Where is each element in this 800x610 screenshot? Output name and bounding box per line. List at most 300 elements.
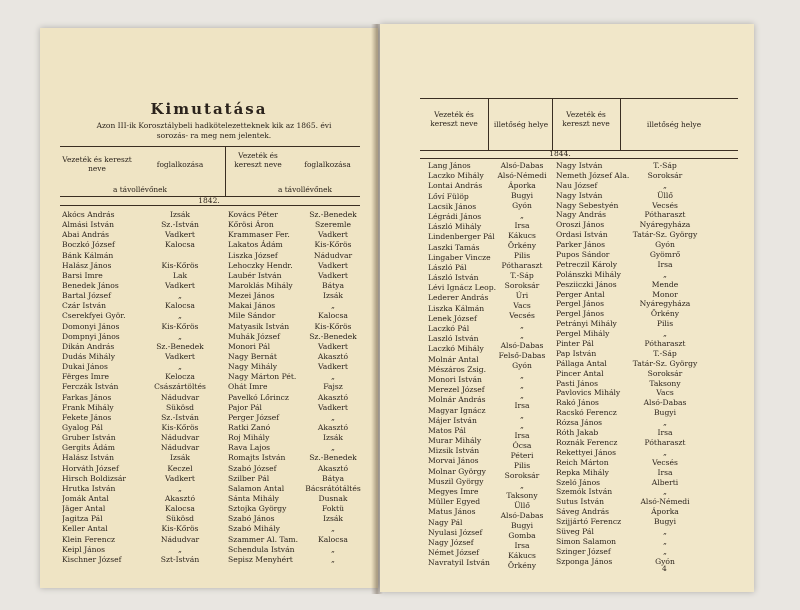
place-entry: „: [663, 526, 667, 536]
place-entry: Bácsrátótáltés: [305, 483, 361, 493]
right-header-place-1: illetőség helye: [493, 120, 549, 129]
name-entry: Schendula István: [228, 544, 295, 554]
name-entry: Szabó Mihály: [228, 524, 280, 534]
place-entry: Gyón: [512, 201, 532, 210]
place-entry: Vadkert: [318, 230, 348, 240]
name-entry: Abai András: [62, 230, 110, 240]
name-entry: Farkas János: [62, 392, 112, 402]
place-entry: Bugyi: [653, 517, 677, 527]
place-entry: Bátya: [322, 280, 344, 290]
name-entry: Ferczák István: [62, 382, 119, 392]
name-entry: Klein Ferencz: [62, 534, 115, 544]
name-entry: Merezel József: [428, 385, 485, 395]
place-entry: Alsó-Dabas: [500, 511, 544, 520]
place-entry: Irsa: [657, 259, 673, 269]
place-entry: Üllő: [514, 501, 530, 510]
name-entry: Magyar Ignácz: [428, 405, 486, 415]
right-divider-1: [488, 98, 489, 150]
name-entry: Czár István: [62, 301, 107, 311]
place-entry: Lak: [172, 270, 188, 280]
name-entry: Lingaber Vincze: [428, 252, 491, 262]
year-label: 1842.: [198, 196, 220, 205]
name-entry: Nagy Pál: [428, 517, 463, 527]
name-entry: Makai János: [228, 301, 276, 311]
name-entry: Halász István: [62, 453, 115, 463]
place-entry: Császártöltés: [154, 382, 206, 392]
name-entry: Pupos Sándor: [556, 250, 610, 260]
name-entry: Lévi Ignácz Leop.: [428, 283, 496, 293]
name-entry: Mizsik István: [428, 446, 480, 456]
header-divider: [225, 146, 226, 196]
place-entry: Pótharaszt: [644, 437, 686, 447]
place-entry: Pótharaszt: [501, 261, 543, 270]
place-entry: Alsó-Dabas: [500, 161, 544, 170]
name-entry: Reich Márton: [556, 457, 609, 467]
place-entry: „: [663, 546, 667, 556]
name-entry: Gergits Ádám: [62, 443, 115, 453]
name-entry: Szponga János: [556, 556, 613, 566]
name-entry: Laczkó Pál: [428, 324, 470, 333]
place-entry: Vacs: [656, 388, 674, 398]
name-entry: Rava Lajos: [228, 443, 271, 453]
place-entry: T.-Sáp: [510, 271, 534, 280]
name-entry: Lontai András: [428, 181, 483, 191]
name-entry: Morvai János: [428, 456, 479, 466]
left-header-occupation-2: foglalkozása: [304, 160, 351, 169]
name-entry: Lacsik János: [428, 201, 477, 211]
left-header-occupation-1: foglalkozása: [156, 160, 204, 169]
place-entry: Gyón: [655, 556, 675, 566]
right-col1-places: [490, 161, 554, 571]
name-entry: Szijjártó Ferencz: [556, 517, 622, 527]
place-entry: Sz.-Benedek: [156, 341, 204, 351]
name-entry: Simon Salamon: [556, 536, 617, 546]
name-entry: Lang János: [428, 161, 471, 170]
place-entry: Irsa: [657, 467, 673, 477]
name-entry: Szeló János: [556, 477, 601, 487]
name-entry: Perger Antal: [556, 289, 605, 299]
place-entry: Kis-Kőrös: [161, 422, 199, 432]
name-entry: Pergel Mihály: [556, 329, 610, 339]
name-entry: László Mihály: [428, 222, 482, 232]
place-entry: Úri: [515, 291, 529, 300]
place-entry: Vadkert: [165, 230, 195, 240]
name-entry: Oroszi János: [556, 220, 605, 230]
place-entry: Akasztó: [317, 463, 349, 473]
name-entry: Pajor Pál: [228, 402, 262, 412]
name-entry: Petreczil Károly: [556, 259, 618, 269]
place-entry: Mende: [651, 279, 679, 289]
name-entry: Dompnyi János: [62, 331, 120, 341]
place-entry: Irsa: [657, 428, 673, 438]
place-entry: Vadkert: [318, 270, 348, 280]
name-entry: Nau József: [556, 180, 598, 190]
name-entry: Jäger Antal: [62, 504, 106, 514]
right-divider-3: [620, 98, 621, 150]
place-entry: „: [663, 487, 667, 497]
name-entry: László István: [428, 273, 479, 283]
right-header-rule-top: [420, 98, 738, 99]
place-entry: „: [520, 381, 524, 390]
name-entry: Laczko Mihály: [428, 171, 484, 181]
name-entry: Muhák József: [228, 331, 280, 341]
name-entry: Jomák Antal: [62, 493, 109, 503]
name-entry: Mezei János: [228, 291, 275, 301]
place-entry: Kalocsa: [318, 534, 348, 544]
name-entry: Kovács Péter: [228, 210, 278, 219]
name-entry: Kischner József: [62, 554, 122, 564]
document-title: Kimutatása: [150, 100, 268, 118]
place-entry: Bugyi: [510, 191, 534, 200]
place-entry: Gyón: [512, 361, 532, 370]
place-entry: Alsó-Némedi: [640, 497, 690, 507]
place-entry: Kis-Kőrös: [314, 321, 352, 331]
place-entry: Pilis: [513, 461, 531, 470]
place-entry: „: [331, 372, 335, 382]
place-entry: T.-Sáp: [653, 348, 677, 358]
place-entry: Sz.-Benedek: [309, 331, 357, 341]
name-entry: Maroklás Mihály: [228, 280, 293, 290]
right-col1-names: [428, 161, 498, 569]
name-entry: Sztojka György: [228, 504, 287, 514]
place-entry: „: [520, 371, 524, 380]
place-entry: „: [520, 421, 524, 430]
name-entry: Laszki Tamás: [428, 242, 480, 252]
place-entry: „: [520, 391, 524, 400]
place-entry: Kalocsa: [165, 504, 195, 514]
place-entry: Kis-Kőrös: [161, 321, 199, 331]
name-entry: Roj Mihály: [228, 433, 270, 443]
name-entry: Keller Antal: [62, 524, 108, 534]
name-entry: Nyulasi József: [428, 527, 483, 537]
name-entry: Laczkó Mihály: [428, 344, 484, 354]
name-entry: Nemeth József Ala.: [556, 170, 630, 180]
name-entry: Fërges Imre: [62, 372, 109, 382]
right-header-name-1: Vezeték és kereszt neve: [430, 110, 478, 128]
name-entry: Müller Egyed: [428, 497, 481, 507]
name-entry: Süveg Pál: [556, 526, 594, 536]
place-entry: Felső-Dabas: [498, 351, 546, 360]
place-entry: Pótharaszt: [644, 210, 686, 220]
name-entry: Krammaser Fer.: [228, 230, 290, 240]
name-entry: Pállaga Antal: [556, 358, 607, 368]
name-entry: Májer István: [428, 415, 477, 425]
place-entry: Soroksár: [504, 281, 540, 290]
place-entry: Dusnak: [318, 493, 348, 503]
place-entry: „: [663, 180, 667, 190]
year-rule: [60, 205, 360, 206]
place-entry: Vadkert: [165, 351, 195, 361]
name-entry: Polánszki Mihály: [556, 269, 621, 279]
name-entry: Szabó József: [228, 463, 277, 473]
place-entry: Irsa: [514, 401, 530, 410]
place-entry: Örkény: [507, 561, 537, 570]
name-entry: Sáveg András: [556, 507, 610, 517]
place-entry: Foktü: [322, 504, 344, 514]
name-entry: Nagy István: [556, 161, 603, 170]
left-col2-places: [298, 210, 368, 565]
right-header-name-2: Vezeték és kereszt neve: [562, 110, 610, 128]
place-entry: Nádudvar: [160, 443, 200, 453]
place-entry: Gyón: [655, 240, 675, 250]
name-entry: Pavlovics Mihály: [556, 388, 621, 398]
document-subtitle: Azon III-ik Korosztálybeli hadkötelezetteknek kik az 1865. évi sorozás- ra meg nem jelentek.: [96, 121, 332, 140]
place-entry: Kelocza: [165, 372, 195, 382]
page-number: 4: [662, 564, 667, 573]
place-entry: Irsa: [514, 541, 530, 550]
place-entry: Akasztó: [317, 351, 349, 361]
name-entry: Német József: [428, 548, 480, 558]
place-entry: Áporka: [508, 181, 536, 190]
place-entry: „: [178, 544, 182, 554]
name-entry: Lakatos Ádám: [228, 240, 283, 250]
name-entry: Nagy József: [428, 537, 474, 547]
place-entry: „: [663, 447, 667, 457]
name-entry: Murar Mihály: [428, 436, 482, 446]
place-entry: Vecsés: [509, 311, 535, 320]
left-header-absent-2: a távollévőnek: [277, 185, 333, 194]
place-entry: Akasztó: [317, 422, 349, 432]
place-entry: Alsó-Némedi: [497, 171, 547, 180]
name-entry: Pergel János: [556, 309, 605, 319]
place-entry: Nyáregyháza: [639, 220, 691, 230]
name-entry: Pinter Pál: [556, 339, 594, 349]
name-entry: Pavelkó Lőrincz: [228, 392, 289, 402]
name-entry: Halász János: [62, 260, 112, 270]
place-entry: Bugyi: [510, 521, 534, 530]
place-entry: „: [178, 311, 182, 321]
name-entry: Rózsa János: [556, 418, 603, 428]
place-entry: Vecsés: [652, 457, 678, 467]
name-entry: Matyasik István: [228, 321, 290, 331]
name-entry: Keipl János: [62, 544, 106, 554]
place-entry: Izsák: [322, 433, 344, 443]
name-entry: Jagitza Pál: [62, 514, 103, 524]
place-entry: „: [663, 269, 667, 279]
place-entry: Sz.-István: [161, 220, 199, 230]
place-entry: „: [520, 321, 524, 330]
place-entry: Sz.-Benedek: [309, 210, 357, 219]
place-entry: „: [520, 331, 524, 340]
place-entry: Gyömrő: [649, 250, 681, 260]
place-entry: Nádudvar: [160, 433, 200, 443]
place-entry: Kis-Kőrös: [161, 260, 199, 270]
right-col2-places: [620, 161, 710, 567]
name-entry: Molnár András: [428, 395, 486, 405]
place-entry: Nyáregyháza: [639, 299, 691, 309]
name-entry: Hrutka István: [62, 483, 116, 493]
name-entry: Rakó János: [556, 398, 599, 408]
place-entry: Nádudvar: [313, 250, 353, 260]
name-entry: Fekete János: [62, 412, 112, 422]
name-entry: Navratyil István: [428, 558, 490, 568]
place-entry: „: [331, 554, 335, 564]
place-entry: Taksony: [506, 491, 538, 500]
place-entry: Monor: [652, 289, 678, 299]
name-entry: Sepisz Menyhért: [228, 554, 293, 564]
left-page: [40, 28, 378, 588]
name-entry: Szemók István: [556, 487, 613, 497]
place-entry: Nádudvar: [160, 534, 200, 544]
place-entry: Tatár-Sz. György: [632, 358, 698, 368]
name-entry: Perger József: [228, 412, 280, 422]
place-entry: „: [663, 536, 667, 546]
place-entry: Kalocsa: [165, 240, 195, 250]
name-entry: Nagy Mihály: [228, 362, 278, 372]
place-entry: Örkény: [507, 241, 537, 250]
place-entry: Sz.-István: [161, 412, 199, 422]
name-entry: Liszka József: [228, 250, 278, 260]
place-entry: Bátya: [322, 473, 344, 483]
name-entry: Sánta Mihály: [228, 493, 279, 503]
name-entry: Megyes Imre: [428, 487, 479, 496]
name-entry: Ordasi István: [556, 230, 608, 240]
name-entry: Nagy Márton Pét.: [228, 372, 297, 382]
place-entry: Izsák: [169, 453, 191, 463]
place-entry: „: [178, 362, 182, 372]
name-entry: Szilber Pál: [228, 473, 270, 483]
name-entry: Molnar György: [428, 466, 486, 476]
name-entry: Horváth József: [62, 463, 119, 473]
name-entry: Frank Mihály: [62, 402, 114, 412]
right-header-place-2: illetőség helye: [646, 120, 702, 129]
right-divider-2: [552, 98, 553, 150]
name-entry: Monori Pál: [228, 341, 271, 351]
name-entry: Légrádi János: [428, 211, 482, 221]
name-entry: Dikán András: [62, 341, 115, 351]
name-entry: Pergel János: [556, 299, 605, 309]
name-entry: Parker János: [556, 240, 605, 250]
place-entry: Irsa: [514, 221, 530, 230]
name-entry: Szammer Al. Tam.: [228, 534, 299, 544]
name-entry: Lenek József: [428, 313, 477, 323]
place-entry: Izsák: [322, 514, 344, 524]
place-entry: [140, 251, 220, 261]
place-entry: Vecsés: [652, 200, 678, 210]
name-entry: Nagy Bernát: [228, 351, 277, 361]
name-entry: Romajts István: [228, 453, 286, 463]
place-entry: Szeremle: [315, 220, 351, 230]
name-entry: Dudás Mihály: [62, 351, 116, 361]
place-entry: „: [520, 411, 524, 420]
place-entry: T.-Sáp: [653, 161, 677, 170]
name-entry: László Pál: [428, 262, 467, 272]
place-entry: Vadkert: [318, 362, 348, 372]
name-entry: Nagy András: [556, 210, 607, 220]
name-entry: Racskó Ferencz: [556, 408, 617, 418]
place-entry: Izsák: [322, 291, 344, 301]
name-entry: Monori István: [428, 374, 482, 384]
place-entry: Soroksár: [504, 471, 540, 480]
name-entry: Matus János: [428, 507, 476, 517]
place-entry: „: [331, 524, 335, 534]
name-entry: Pincer Antal: [556, 368, 604, 378]
place-entry: „: [663, 329, 667, 339]
place-entry: Vadkert: [165, 280, 195, 290]
name-entry: Dukai János: [62, 362, 108, 372]
name-entry: Nagy Sebestyén: [556, 200, 619, 210]
name-entry: Róth Jakab: [556, 428, 599, 438]
place-entry: Soroksár: [647, 170, 683, 180]
place-entry: Vacs: [513, 301, 531, 310]
name-entry: Lindenberger Pál: [428, 232, 495, 242]
place-entry: Irsa: [514, 431, 530, 440]
right-year-label: 1844.: [549, 149, 571, 158]
left-header-name-2: Vezeték és kereszt neve: [234, 151, 282, 169]
place-entry: Vadkert: [165, 473, 195, 483]
name-entry: Muszil György: [428, 476, 484, 486]
place-entry: Izsák: [169, 210, 191, 219]
place-entry: Kis-Kőrös: [161, 524, 199, 534]
place-entry: Sz.-Benedek: [309, 453, 357, 463]
name-entry: Kőrösi Áron: [228, 220, 274, 230]
place-entry: Soroksár: [647, 368, 683, 378]
place-entry: Örkény: [650, 309, 680, 319]
place-entry: Kis-Kőrös: [314, 240, 352, 250]
place-entry: „: [331, 412, 335, 422]
name-entry: Sutus István: [556, 497, 605, 507]
right-year-rule: [420, 158, 738, 159]
right-page: [380, 24, 754, 592]
name-entry: Matos Pál: [428, 425, 466, 435]
name-entry: Bánk Kálmán: [62, 250, 114, 260]
place-entry: Kákucs: [508, 551, 536, 560]
name-entry: Roznák Ferencz: [556, 437, 618, 447]
place-entry: Taksony: [649, 378, 681, 388]
place-entry: Vadkert: [318, 402, 348, 412]
left-col1-names: [62, 210, 142, 565]
name-entry: Almási István: [62, 220, 115, 230]
left-header-name-1: Vezeték és kereszt neve: [62, 155, 132, 173]
place-entry: Akasztó: [164, 493, 196, 503]
name-entry: Barsi Imre: [62, 270, 103, 280]
place-entry: Pótharaszt: [644, 339, 686, 349]
name-entry: Mészáros Zsig.: [428, 364, 487, 374]
name-entry: Pasti János: [556, 378, 599, 388]
place-entry: Tatár-Sz. György: [632, 230, 698, 240]
name-entry: Ratki Zanó: [228, 422, 271, 432]
place-entry: Vadkert: [318, 260, 348, 270]
name-entry: Pap István: [556, 348, 597, 358]
place-entry: Fajsz: [323, 382, 343, 392]
name-entry: Gyalog Pál: [62, 422, 103, 432]
place-entry: Kalocsa: [318, 311, 348, 321]
place-entry: Pilis: [656, 319, 674, 329]
name-entry: Lőví Fülöp: [428, 191, 469, 201]
place-entry: Alsó-Dabas: [500, 341, 544, 350]
name-entry: Cserekfyei Györ.: [62, 311, 126, 321]
place-entry: Sükösd: [165, 514, 195, 524]
left-col2-names: [228, 210, 308, 565]
name-entry: Ohát Imre: [228, 382, 268, 392]
place-entry: „: [178, 483, 182, 493]
place-entry: Vadkert: [318, 341, 348, 351]
left-header-absent-1: a távollévőnek: [112, 185, 168, 194]
place-entry: Szt-István: [160, 554, 200, 564]
place-entry: Áporka: [651, 507, 679, 517]
place-entry: „: [331, 301, 335, 311]
name-entry: Domonyi János: [62, 321, 120, 331]
left-col1-places: [140, 210, 220, 565]
place-entry: Üllő: [657, 190, 673, 200]
place-entry: Alsó-Dabas: [643, 398, 687, 408]
place-entry: „: [178, 331, 182, 341]
place-entry: Gomba: [508, 531, 536, 540]
name-entry: Akócs András: [62, 210, 115, 219]
place-entry: Nádudvar: [160, 392, 200, 402]
name-entry: Szinger József: [556, 546, 611, 556]
name-entry: Lehoczky Hendr.: [228, 260, 293, 270]
